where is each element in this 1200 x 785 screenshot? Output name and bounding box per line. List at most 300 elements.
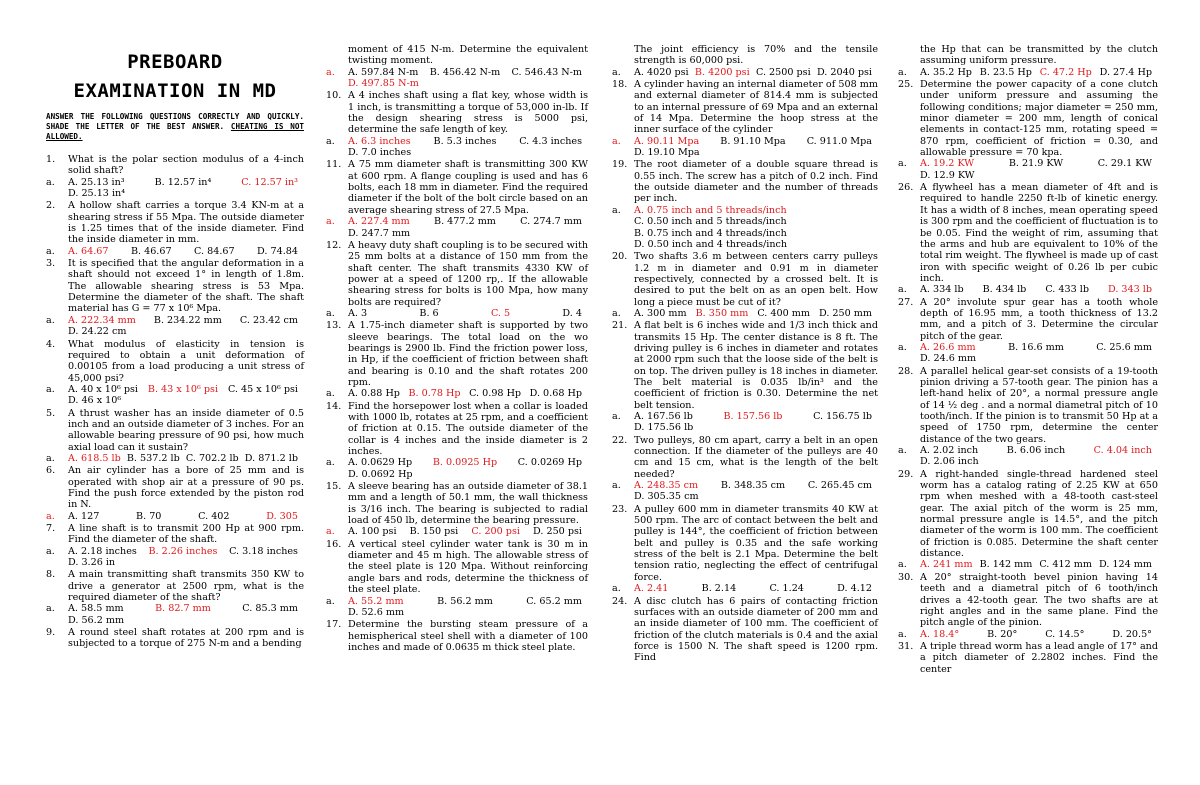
question-number: 5.	[46, 407, 56, 419]
choices-row	[46, 177, 304, 200]
choice-letter[interactable]: a.	[326, 388, 335, 400]
choice-option[interactable]: B. 0.75 inch and 4 threads/inch	[634, 227, 787, 239]
choice-answer[interactable]: B. 4200 psi	[694, 66, 750, 78]
choice-answer[interactable]: A. 55.2 mm	[348, 595, 404, 607]
question-number: 11.	[326, 159, 342, 171]
question	[326, 320, 588, 388]
question-text: A flywheel has a mean diameter of 4ft and is required to handle 2250 ft-lb of kinetic energy. It has a width of 8 inches, mean operating speed is 300 rpm and the coefficient of fluctuation is to be 0.05. Find the weight of rim, assuming that the arms and hub are equivalent to 10% of the total rim weight. The flywheel is made up of cast iron with specific weight of 0.26 lb per cubic inch.	[920, 182, 1158, 284]
question	[326, 44, 588, 67]
question-number: 10.	[326, 90, 342, 102]
choice-option[interactable]: D. 19.10 Mpa	[634, 147, 700, 159]
question-text: A heavy duty shaft coupling is to be secured with 25 mm bolts at a distance of 150 mm from the shaft center. The shaft transmits 4330 KW of power at a speed of 1200 rp,. If the allowable shearing stress for bolts is 100 Mpa, how many bolts are required?	[348, 239, 588, 308]
column-2	[326, 44, 588, 653]
page-title	[46, 48, 304, 106]
choice-answer[interactable]: A. 0.75 inch and 5 threads/inch	[634, 204, 787, 216]
choice-answer[interactable]: B. 0.0925 Hp	[432, 457, 498, 469]
question-number: 18.	[612, 79, 628, 91]
choices	[348, 596, 588, 619]
choice-answer[interactable]: D. 343 lb	[1107, 284, 1152, 296]
choice-option[interactable]: B. 142 mm	[979, 559, 1033, 571]
choice-answer[interactable]: C. 200 psi	[471, 526, 520, 538]
choice-option[interactable]: D. 2.06 inch	[920, 456, 979, 468]
choice-option[interactable]: C. 65.2 mm	[526, 595, 582, 607]
choice-letter[interactable]: a.	[612, 411, 621, 422]
choice-option[interactable]: D. 24.6 mm	[920, 353, 977, 365]
question	[46, 408, 304, 453]
choice-option[interactable]: B. 46.67	[130, 245, 172, 257]
choice-option[interactable]: C. 25.6 mm	[1096, 341, 1152, 353]
choice-option[interactable]: B. 150 psi	[409, 526, 459, 538]
choice-answer[interactable]: A. 6.3 inches	[348, 135, 411, 147]
choice-letter[interactable]: a.	[898, 158, 907, 170]
choices	[348, 67, 588, 90]
choice-answer[interactable]: B. 2.26 inches	[148, 545, 218, 557]
choice-answer[interactable]: A. 90.11 Mpa	[634, 135, 700, 147]
question	[898, 366, 1158, 445]
question-number: 26.	[898, 182, 914, 194]
question-item	[46, 465, 304, 522]
choice-option[interactable]: C. 402	[198, 510, 230, 522]
choices-row	[898, 559, 1158, 570]
question	[46, 465, 304, 510]
choice-option[interactable]: A. 597.84 N-m	[348, 66, 419, 78]
choices-row	[612, 67, 878, 78]
question-text: The joint efficiency is 70% and the tensile strength is 60,000 psi.	[634, 44, 878, 67]
choice-option[interactable]: B. 91.10 Mpa	[720, 135, 786, 147]
choice-option[interactable]: D. 4.12	[837, 583, 872, 595]
choice-option[interactable]: C. 265.45 cm	[807, 480, 872, 492]
question-text: What modulus of elasticity in tension is required to obtain a unit deformation of 0.00105 from a load producing a unit stress of 45,000 psi?	[68, 338, 304, 384]
choice-letter[interactable]: a.	[898, 341, 907, 353]
question-item	[612, 435, 878, 503]
choice-option[interactable]: A. 100 psi	[348, 526, 397, 538]
question-number: 12.	[326, 239, 342, 251]
choices	[634, 480, 878, 503]
choice-option[interactable]: D. 250 mm	[818, 307, 872, 319]
choice-option[interactable]: C. 156.75 lb	[813, 411, 872, 422]
choice-letter[interactable]: a.	[326, 595, 335, 607]
choice-option[interactable]: B. 12.57 in⁴	[154, 176, 212, 188]
choice-letter[interactable]: a.	[898, 284, 907, 296]
question-item	[326, 159, 588, 238]
choice-option[interactable]: C. 29.1 KW	[1097, 158, 1152, 170]
question	[898, 297, 1158, 342]
choices-row	[898, 284, 1158, 295]
choice-option[interactable]: D. 7.0 inches	[348, 147, 412, 159]
question-number: 30.	[898, 571, 914, 583]
choice-letter[interactable]: a.	[46, 245, 55, 257]
choice-letter[interactable]: a.	[612, 135, 621, 147]
question-number: 27.	[898, 296, 914, 308]
choice-option[interactable]: D. 247.7 mm	[348, 227, 411, 239]
question-item	[612, 320, 878, 433]
choice-option[interactable]: D. 124 mm	[1098, 559, 1152, 571]
question-text: An air cylinder has a bore of 25 mm and is operated with shop air at a pressure of 90 ps. Find the push force extended by the piston rod in N.	[68, 465, 304, 511]
question	[46, 627, 304, 650]
choice-answer[interactable]: C. 12.57 in³	[241, 176, 298, 188]
choices-row	[46, 546, 304, 569]
question-item	[46, 258, 304, 337]
choice-option[interactable]: B. 6.06 inch	[1006, 445, 1066, 457]
choices	[920, 67, 1158, 78]
choices	[634, 67, 878, 78]
question-item	[612, 504, 878, 595]
question	[612, 44, 878, 67]
choice-answer[interactable]: D. 497.85 N-m	[348, 78, 419, 90]
instructions-text: ANSWER THE FOLLOWING QUESTIONS CORRECTLY AND QUICKLY. SHADE THE LETTER OF THE BEST ANSWER.	[46, 112, 304, 131]
question-number	[612, 44, 634, 67]
choice-answer[interactable]: A. 241 mm	[920, 559, 973, 571]
question-number: 25.	[898, 79, 914, 91]
choice-answer[interactable]: A. 227.4 mm	[348, 216, 410, 228]
choice-option[interactable]: D. 52.6 mm	[348, 606, 405, 618]
choice-option[interactable]: A. 25.13 in³	[68, 176, 125, 188]
question-number: 15.	[326, 481, 342, 493]
choice-option[interactable]: B. 23.5 Hp	[979, 66, 1032, 78]
choice-option[interactable]: D. 25.13 in⁴	[68, 188, 126, 200]
choice-option[interactable]: B. 70	[136, 510, 162, 522]
choices-row	[46, 453, 304, 464]
question-text: A 4 inches shaft using a flat key, whose width is 1 inch, is transmitting a torque of 53,000 in-lb. If the design shearing stress is 5000 psi, determine the safe length of key.	[348, 90, 588, 136]
question-number: 16.	[326, 538, 342, 550]
question-text: A sleeve bearing has an outside diameter of 38.1 mm and a length of 50.1 mm, the wall thickness is 3/16 inch. The bearing is subjected to radial load of 450 lb, determine the bearing pressure.	[348, 481, 588, 527]
question	[326, 619, 588, 653]
choice-answer[interactable]: A. 222.34 mm	[68, 314, 136, 326]
choice-option[interactable]: C. 0.0269 Hp	[517, 457, 582, 469]
question-item	[326, 619, 588, 653]
choice-answer[interactable]: C. 47.2 Hp	[1039, 66, 1092, 78]
choice-option[interactable]: B. 56.2 mm	[437, 595, 493, 607]
question	[46, 523, 304, 546]
question	[46, 154, 304, 177]
choice-option[interactable]: D. 3.26 in	[68, 557, 116, 569]
choice-answer[interactable]: B. 43 x 10⁶ psi	[147, 383, 219, 395]
column-3	[612, 44, 878, 664]
choice-option[interactable]: B. 2.14	[701, 583, 737, 595]
choice-option[interactable]: C. 0.98 Hp	[469, 388, 522, 400]
question-item	[612, 596, 878, 664]
question-number	[326, 44, 348, 67]
question-number: 4.	[46, 338, 56, 350]
question-item	[326, 240, 588, 319]
choices-row	[898, 342, 1158, 365]
question-item	[46, 200, 304, 257]
question-number: 20.	[612, 251, 628, 263]
choices	[348, 216, 588, 239]
choice-option[interactable]: B. 348.35 cm	[720, 480, 786, 492]
choice-option[interactable]: B. 21.9 KW	[1008, 158, 1064, 170]
choice-letter[interactable]: a.	[326, 457, 335, 469]
question	[898, 182, 1158, 284]
question	[326, 539, 588, 596]
choice-option[interactable]: B. 5.3 inches	[433, 135, 497, 147]
question-text: A main transmitting shaft transmits 350 KW to drive a generator at 2500 rpm, what is the required diameter of the shaft?	[68, 569, 304, 604]
choice-option[interactable]: D. 12.9 KW	[920, 169, 975, 181]
choice-option[interactable]: B. 6	[419, 307, 439, 319]
choices	[68, 315, 304, 338]
choices	[920, 158, 1158, 181]
choice-letter[interactable]: a.	[612, 204, 621, 216]
choice-option[interactable]: B. 456.42 N-m	[429, 66, 501, 78]
questions-column-4	[898, 44, 1158, 675]
question-text: A triple thread worm has a lead angle of 17° and a pitch diameter of 2.2802 inches. Find the center	[920, 640, 1158, 675]
question-text: A hollow shaft carries a torque 3.4 KN-m at a shearing stress if 55 Mpa. The outside diameter is 1.25 times that of the inside diameter. Find the inside diameter in mm.	[68, 200, 304, 246]
choice-option[interactable]: B. 20°	[987, 628, 1018, 640]
choice-option[interactable]: C. 23.42 cm	[239, 314, 298, 326]
questions-column-2	[326, 44, 588, 653]
choice-option[interactable]: A. 35.2 Hp	[920, 66, 972, 78]
choice-option[interactable]: C. 546.43 N-m	[511, 66, 582, 78]
choice-option[interactable]: C. 400 mm	[757, 307, 810, 319]
choices	[348, 136, 588, 159]
title-line-2: EXAMINATION IN MD	[73, 80, 277, 102]
choice-option[interactable]: B. 477.2 mm	[434, 216, 496, 228]
choices-row	[46, 384, 304, 407]
choice-option[interactable]: C. 85.3 mm	[242, 603, 298, 615]
choices	[920, 559, 1158, 570]
choice-answer[interactable]: A. 2.41	[634, 583, 669, 595]
question-text: What is the polar section modulus of a 4-inch solid shaft?	[68, 154, 304, 177]
choice-option[interactable]: A. 2.02 inch	[920, 445, 979, 457]
choice-option[interactable]: A. 334 lb	[920, 284, 964, 296]
question	[898, 79, 1158, 158]
choice-option[interactable]: A. 127	[68, 510, 100, 522]
choices-row	[612, 205, 878, 250]
choices	[634, 136, 878, 159]
choice-answer[interactable]: B. 0.78 Hp	[408, 388, 461, 400]
choice-option[interactable]: C. 2500 psi	[755, 66, 811, 78]
question	[46, 569, 304, 603]
choices-row	[326, 67, 588, 90]
choice-letter[interactable]: a.	[326, 307, 335, 319]
question-item	[898, 469, 1158, 571]
question-text: A 20° straight-tooth bevel pinion having 14 teeth and a diametral pitch of 6 tooth/inch drives a 42-tooth gear. The two shafts are at right angles and in the same plane. Find the pitch angle of the pinion.	[920, 571, 1158, 629]
choices-row	[898, 67, 1158, 78]
question	[898, 469, 1158, 560]
question-text: Two shafts 3.6 m between centers carry pulleys 1.2 m in diameter and 0.91 m in diameter respectively, connected by a crossed belt. It is desired to put the belt on as an open belt. How long a piece must be cut of it?	[634, 251, 878, 308]
choice-letter[interactable]: a.	[612, 66, 621, 78]
choice-letter[interactable]: a.	[46, 176, 55, 188]
question	[326, 240, 588, 308]
choice-letter[interactable]: a.	[326, 135, 335, 147]
question-item	[326, 539, 588, 618]
choice-letter[interactable]: a.	[46, 452, 55, 464]
choice-answer[interactable]: B. 350 mm	[695, 307, 749, 319]
question-item	[46, 523, 304, 568]
choice-answer[interactable]: C. 4.04 inch	[1093, 445, 1152, 457]
choice-option[interactable]: C. 1.24	[769, 583, 804, 595]
choice-letter[interactable]: a.	[46, 314, 55, 326]
choice-option[interactable]: C. 702.2 lb	[185, 452, 239, 464]
question	[898, 641, 1158, 675]
choices	[920, 342, 1158, 365]
choice-option[interactable]: D. 2040 psi	[816, 66, 872, 78]
question-text: A thrust washer has an inside diameter of 0.5 inch and an outside diameter of 3 inches. For an allowable bearing pressure of 90 psi, how much axial load can it sustain?	[68, 407, 304, 453]
choice-option[interactable]: D. 4	[562, 307, 582, 319]
choice-option[interactable]: C. 433 lb	[1045, 284, 1089, 296]
choice-answer[interactable]: D. 305	[266, 510, 298, 522]
choice-option[interactable]: D. 0.0692 Hp	[348, 468, 413, 480]
choice-answer[interactable]: A. 64.67	[68, 245, 109, 257]
choice-letter[interactable]: a.	[612, 307, 621, 319]
choice-option[interactable]: B. 434 lb	[982, 284, 1027, 296]
choice-letter[interactable]: a.	[898, 628, 907, 640]
question-text: It is specified that the angular deformation in a shaft should not exceed 1° in length of 1.8m. The allowable shearing stress is 53 Mpa. Determine the diameter of the shaft. The shaft material has G = 77 x 10⁶ Mpa.	[68, 258, 304, 315]
choice-answer[interactable]: A. 618.5 lb	[68, 452, 121, 464]
choice-option[interactable]: C. 14.5°	[1045, 628, 1085, 640]
question	[612, 79, 878, 136]
choice-option[interactable]: A. 0.88 Hp	[348, 388, 400, 400]
question-text: A line shaft is to transmit 200 Hp at 900 rpm. Find the diameter of the shaft.	[68, 523, 304, 546]
choice-option[interactable]: A. 58.5 mm	[68, 603, 124, 615]
choices-row	[612, 480, 878, 503]
choices	[920, 629, 1158, 640]
choice-option[interactable]: C. 45 x 10⁶ psi	[227, 383, 298, 395]
choice-letter[interactable]: a.	[46, 603, 55, 615]
choices	[348, 308, 588, 319]
choice-letter[interactable]: a.	[612, 480, 621, 492]
choice-answer[interactable]: A. 19.2 KW	[920, 158, 975, 170]
choice-answer[interactable]: A. 18.4°	[920, 628, 960, 640]
choice-letter[interactable]: a.	[326, 66, 335, 78]
question-number: 31.	[898, 640, 914, 652]
choice-letter[interactable]: a.	[612, 583, 621, 595]
choices-row	[898, 158, 1158, 181]
question-text: A flat belt is 6 inches wide and 1/3 inch thick and transmits 15 Hp. The center distance is 8 ft. The driving pulley is 6 inches in diameter and rotates at 2000 rpm such that the loose side of the belt is on top. The driven pulley is 18 inches in diameter. The belt material is 0.035 lb/in³ and the coefficient of friction is 0.30. Determine the net belt tension.	[634, 320, 878, 411]
choice-option[interactable]: A. 300 mm	[634, 307, 687, 319]
choice-option[interactable]: C. 0.50 inch and 5 threads/inch	[634, 216, 787, 228]
choice-option[interactable]: D. 871.2 lb	[244, 452, 298, 464]
question-text: Two pulleys, 80 cm apart, carry a belt in an open connection. If the diameter of the pulleys are 40 cm and 15 cm, what is the length of the belt needed?	[634, 434, 878, 480]
choice-answer[interactable]: B. 157.56 lb	[723, 411, 783, 422]
question-text: The root diameter of a double square thread is 0.55 inch. The screw has a pitch of 0.2 inch. Find the outside diameter and the number of threads per inch.	[634, 159, 878, 205]
choice-option[interactable]: D. 46 x 10⁶	[68, 395, 122, 407]
choice-option[interactable]: A. 3	[348, 307, 368, 319]
question-number: 2.	[46, 200, 56, 212]
choice-option[interactable]: D. 0.50 inch and 4 threads/inch	[634, 238, 788, 250]
choice-option[interactable]: D. 74.84	[257, 245, 298, 257]
choice-answer[interactable]: A. 248.35 cm	[634, 480, 699, 492]
question-text: A vertical steel cylinder water tank is 30 m in diameter and 45 m high. The allowable stress of the steel plate is 120 Mpa. Without reinforcing angle bars and rods, determine the thickness of the steel plate.	[348, 538, 588, 596]
choices-row	[612, 411, 878, 434]
choices	[68, 453, 304, 464]
question-item	[612, 159, 878, 250]
choice-option[interactable]: C. 3.18 inches	[229, 545, 298, 557]
choice-option[interactable]: D. 20.5°	[1112, 628, 1152, 640]
choices-row	[612, 136, 878, 159]
question-text: A round steel shaft rotates at 200 rpm and is subjected to a torque of 275 N-m and a bending	[68, 627, 304, 650]
choice-letter[interactable]: a.	[46, 510, 55, 522]
question	[326, 90, 588, 135]
choice-option[interactable]: D. 250 psi	[533, 526, 582, 538]
question-number: 13.	[326, 320, 342, 332]
choice-option[interactable]: A. 40 x 10⁶ psi	[68, 383, 138, 395]
choice-letter[interactable]: a.	[898, 66, 907, 78]
choice-option[interactable]: D. 305.35 cm	[634, 491, 699, 503]
column-1	[46, 44, 304, 650]
instructions	[46, 112, 304, 142]
choices	[920, 284, 1158, 295]
question-number: 17.	[326, 619, 342, 631]
question-item	[898, 297, 1158, 365]
question-text: A pulley 600 mm in diameter transmits 40 KW at 500 rpm. The arc of contact between the belt and pulley is 144°, the coefficient of friction between belt and pulley is 0.35 and the safe working stress of the belt is 2.1 Mpa. Determine the belt tension ratio, neglecting the effect of centrifugal force.	[634, 503, 878, 583]
question-number: 28.	[898, 365, 914, 377]
choices-row	[612, 583, 878, 594]
choice-option[interactable]: C. 4.3 inches	[519, 135, 582, 147]
question-number: 7.	[46, 523, 56, 534]
choice-option[interactable]: D. 56.2 mm	[68, 614, 125, 626]
question-item	[898, 44, 1158, 78]
questions-column-3	[612, 44, 878, 664]
choice-option[interactable]: D. 0.68 Hp	[529, 388, 582, 400]
question-text: Find the horsepower lost when a collar is loaded with 1000 lb, rotates at 25 rpm, and a coefficient of friction at 0.15. The outside diameter of the collar is 4 inches and the inside diameter is 2 inches.	[348, 400, 588, 458]
choice-option[interactable]: C. 84.67	[194, 245, 235, 257]
choice-option[interactable]: A. 4020 psi	[634, 66, 689, 78]
choice-answer[interactable]: C. 5	[490, 307, 511, 319]
choice-option[interactable]: D. 24.22 cm	[68, 326, 127, 338]
question-item	[898, 366, 1158, 468]
choices-row	[898, 629, 1158, 640]
choice-option[interactable]: A. 0.0629 Hp	[348, 457, 413, 469]
choice-answer[interactable]: B. 82.7 mm	[155, 603, 211, 615]
choice-option[interactable]: B. 16.6 mm	[1008, 341, 1064, 353]
choice-letter[interactable]: a.	[326, 526, 335, 538]
choices	[920, 445, 1158, 468]
question-number: 3.	[46, 258, 56, 270]
question	[612, 504, 878, 583]
question-item	[612, 79, 878, 158]
choice-option[interactable]: B. 537.2 lb	[126, 452, 180, 464]
question	[46, 200, 304, 245]
question-number: 23.	[612, 503, 628, 515]
choices	[634, 308, 878, 319]
choice-option[interactable]: C. 412 mm	[1039, 559, 1092, 571]
choice-option[interactable]: C. 274.7 mm	[520, 216, 582, 228]
choice-option[interactable]: D. 27.4 Hp	[1099, 66, 1152, 78]
choice-letter[interactable]: a.	[898, 445, 907, 457]
question-item	[326, 320, 588, 399]
choices-row	[326, 388, 588, 399]
question	[326, 401, 588, 458]
choice-option[interactable]: A. 2.18 inches	[68, 545, 137, 557]
question-number	[898, 44, 920, 67]
question-item	[46, 569, 304, 626]
question	[612, 320, 878, 411]
choice-option[interactable]: C. 911.0 Mpa	[806, 135, 872, 147]
choice-option[interactable]: D. 175.56 lb	[634, 422, 694, 434]
question-item	[326, 481, 588, 538]
choices-row	[46, 603, 304, 626]
choices	[68, 603, 304, 626]
choices	[348, 457, 588, 480]
question-item	[898, 572, 1158, 640]
choice-letter[interactable]: a.	[46, 383, 55, 395]
question-item	[46, 408, 304, 465]
question	[898, 44, 1158, 67]
choice-letter[interactable]: a.	[46, 545, 55, 557]
question-item	[898, 79, 1158, 181]
choice-option[interactable]: B. 234.22 mm	[153, 314, 222, 326]
choice-option[interactable]: A. 167.56 lb	[634, 411, 693, 422]
question-item	[326, 401, 588, 480]
choice-letter[interactable]: a.	[898, 559, 907, 571]
question-item	[898, 182, 1158, 295]
choices	[634, 411, 878, 434]
choice-answer[interactable]: A. 26.6 mm	[920, 341, 976, 353]
choice-letter[interactable]: a.	[326, 216, 335, 228]
question-text: A right-handed single-thread hardened steel worm has a catalog rating of 2.25 KW at 650 rpm when meshed with a 48-tooth cast-steel gear. The axial pitch of the worm is 25 mm, normal pressure angle is 14.5°, and the pitch diameter of the worm is 100 mm. The coefficient of friction is 0.085. Determine the shaft center distance.	[920, 468, 1158, 560]
question-item	[612, 251, 878, 319]
